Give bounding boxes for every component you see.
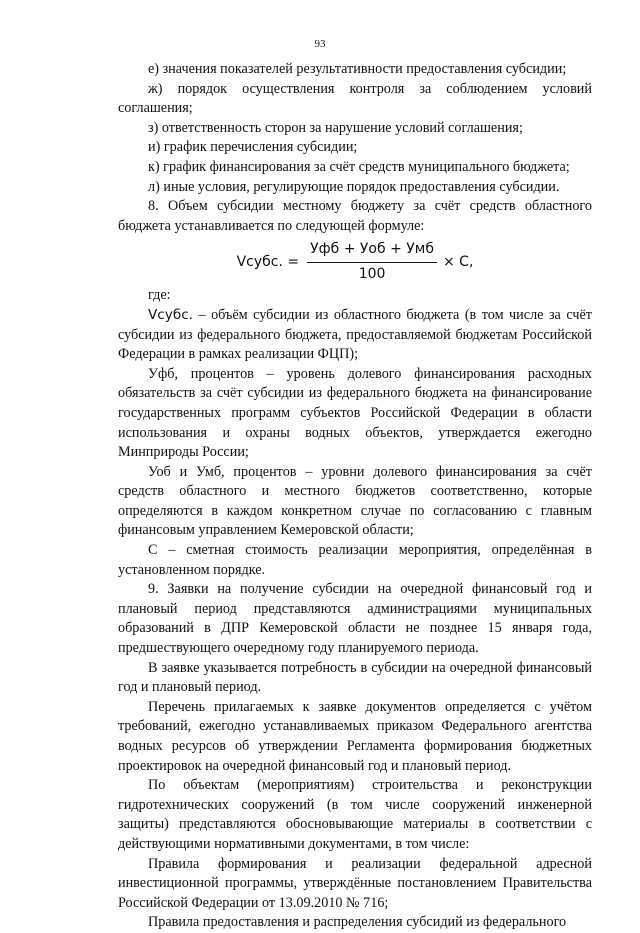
formula-denominator: 100 — [358, 265, 386, 282]
paragraph-item-l: л) иные условия, регулирующие порядок предоставления субсидии. — [148, 178, 560, 195]
vsubs-definition: – объём субсидии из областного бюджета (в том числе за счёт субсидии из федерального бюджета, предоставляемой бюджетам Российской Федерации в рамках реализации ФЦП); — [118, 306, 592, 363]
definition-vsubs — [118, 306, 592, 365]
formula-rhs: × С, — [442, 253, 474, 270]
page-number: 93 — [314, 38, 326, 50]
paragraph-clause-9: 9. Заявки на получение субсидии на очередной финансовый год и плановый период представляются администрациями муниципальных образований в ДПР Кемеровской области не позднее 15 января года, предшествующего очередному году планируемого периода. — [118, 581, 592, 657]
paragraph-application-need: В заявке указывается потребность в субсидии на очередной финансовый год и плановый период. — [118, 659, 592, 696]
paragraph-item-k: к) график финансирования за счёт средств муниципального бюджета; — [148, 158, 570, 175]
subsidy-formula — [118, 238, 592, 286]
paragraph-item-e: е) значения показателей результативности предоставления субсидии; — [148, 61, 567, 77]
definition-ufb: Уфб, процентов – уровень долевого финансирования расходных обязательств за счёт субсидии из федерального бюджета на финансирование государственных программ субъектов Российской Федерации в области использования и охраны водных объектов, утверждается ежегодно Минприроды России; — [118, 365, 592, 461]
paragraph-item-z: з) ответственность сторон за нарушение условий соглашения; — [148, 119, 523, 136]
paragraph-investment-rules: Правила формирования и реализации федеральной адресной инвестиционной программы, утверждённые постановлением Правительства Российской Федерации от 13.09.2010 № 716; — [118, 855, 592, 911]
paragraph-subsidy-rules: Правила предоставления и распределения субсидий из федерального — [148, 914, 567, 931]
paragraph-clause-8: 8. Объем субсидии местному бюджету за счёт средств областного бюджета устанавливается по следующей формуле: — [118, 198, 592, 234]
paragraph-documents-list: Перечень прилагаемых к заявке документов определяется с учётом требований, ежегодно устанавливаемых приказом Федерального агентства водных ресурсов об утверждении Регламента формирования бюджетных проектировок на очередной финансовый год и плановый период. — [118, 698, 592, 774]
vsubs-symbol: Vсубс. — [148, 306, 193, 323]
paragraph-item-zh: ж) порядок осуществления контроля за соблюдением условий соглашения; — [118, 80, 592, 117]
definition-uob-umb: Уоб и Умб, процентов – уровни долевого финансирования за счёт средств областного и местного бюджетов соответственно, которые определяются в каждом конкретном случае по согласованию с главным финансовым управлением Кемеровской области; — [118, 463, 592, 539]
formula-lhs: Vсубс. = — [236, 253, 300, 270]
formula-fraction — [307, 240, 437, 284]
paragraph-item-i: и) график перечисления субсидии; — [148, 139, 358, 156]
definition-c: С – сметная стоимость реализации мероприятия, определённая в установленном порядке. — [118, 542, 592, 578]
page-content — [118, 60, 592, 933]
where-label: где: — [148, 287, 171, 304]
paragraph-hydro-objects: По объектам (мероприятиям) строительства и реконструкции гидротехнических сооружений (в том числе сооружений инженерной защиты) представляются обосновывающие материалы в соответствии с действующими нормативными документами, в том числе: — [118, 777, 592, 852]
formula-numerator: Уфб + Уоб + Умб — [307, 240, 437, 263]
